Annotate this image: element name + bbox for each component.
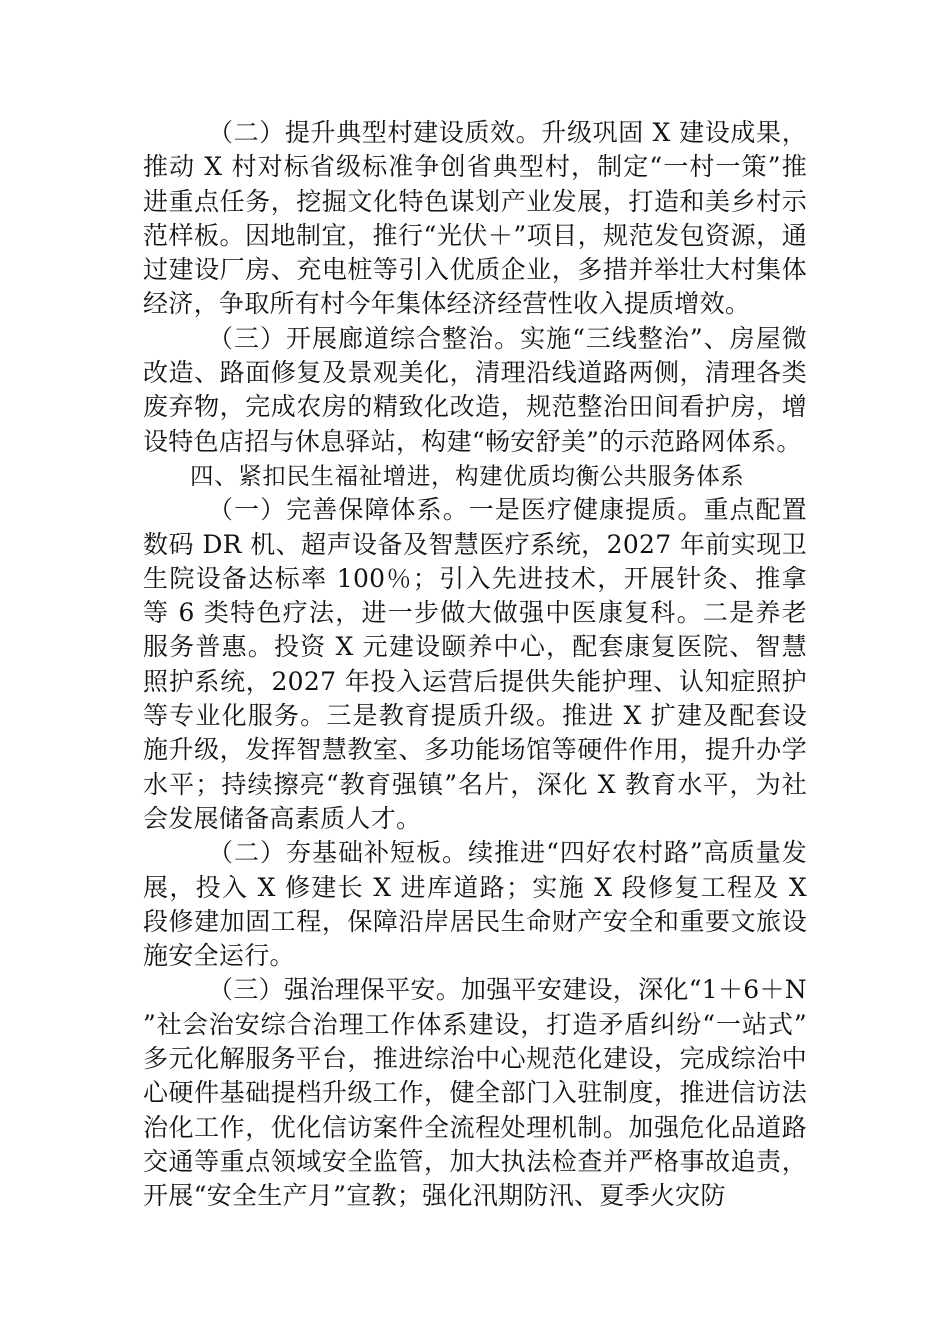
paragraph-governance-safety: （三）强治理保平安。加强平安建设，深化“1＋6＋N”社会治安综合治理工作体系建设，打造矛盾纠纷“一站式”多元化解服务平台，推进综治中心规范化建设，完成综治中心硬件基础提档升级工作，健全部门入驻制度，推进信访法治化工作，优化信访案件全流程处理机制。加强危化品道路交通等重点领域安全监管，加大执法检查并严格事故追责，开展“安全生产月”宣教；强化汛期防汛、夏季火灾防 [143, 975, 807, 1211]
document-body [143, 116, 807, 1214]
paragraph-corridor-rectification: （三）开展廊道综合整治。实施“三线整治”、房屋微改造、路面修复及景观美化，清理沿线道路两侧，清理各类废弃物，完成农房的精致化改造，规范整治田间看护房，增设特色店招与休息驿站，构建“畅安舒美”的示范路网体系。 [143, 323, 807, 456]
paragraph-security-system: （一）完善保障体系。一是医疗健康提质。重点配置数码 DR 机、超声设备及智慧医疗系统，2027 年前实现卫生院设备达标率 100％；引入先进技术，开展针灸、推拿等 6 类特色疗法，进一步做大做强中医康复科。二是养老服务普惠。投资 X 元建设颐养中心，配套康复医院、智慧照护系统，2027 年投入运营后提供失能护理、认知症照护等专业化服务。三是教育提质升级。推进 X 扩建及配套设施升级，发挥智慧教室、多功能场馆等硬件作用，提升办学水平；持续擦亮“教育强镇”名片，深化 X 教育水平，为社会发展储备高素质人才。 [143, 495, 807, 833]
paragraph-typical-village: （二）提升典型村建设质效。升级巩固 X 建设成果，推动 X 村对标省级标准争创省典型村，制定“一村一策”推进重点任务，挖掘文化特色谋划产业发展，打造和美乡村示范样板。因地制宜，推行“光伏＋”项目，规范发包资源，通过建设厂房、充电桩等引入优质企业，多措并举壮大村集体经济，争取所有村今年集体经济经营性收入提质增效。 [143, 118, 807, 319]
section-heading-public-services: 四、紧扣民生福祉增进，构建优质均衡公共服务体系 [190, 461, 745, 490]
paragraph-infrastructure: （二）夯基础补短板。续推进“四好农村路”高质量发展，投入 X 修建长 X 进库道路；实施 X 段修复工程及 X 段修建加固工程，保障沿岸居民生命财产安全和重要文旅设施安全运行。 [143, 838, 807, 971]
